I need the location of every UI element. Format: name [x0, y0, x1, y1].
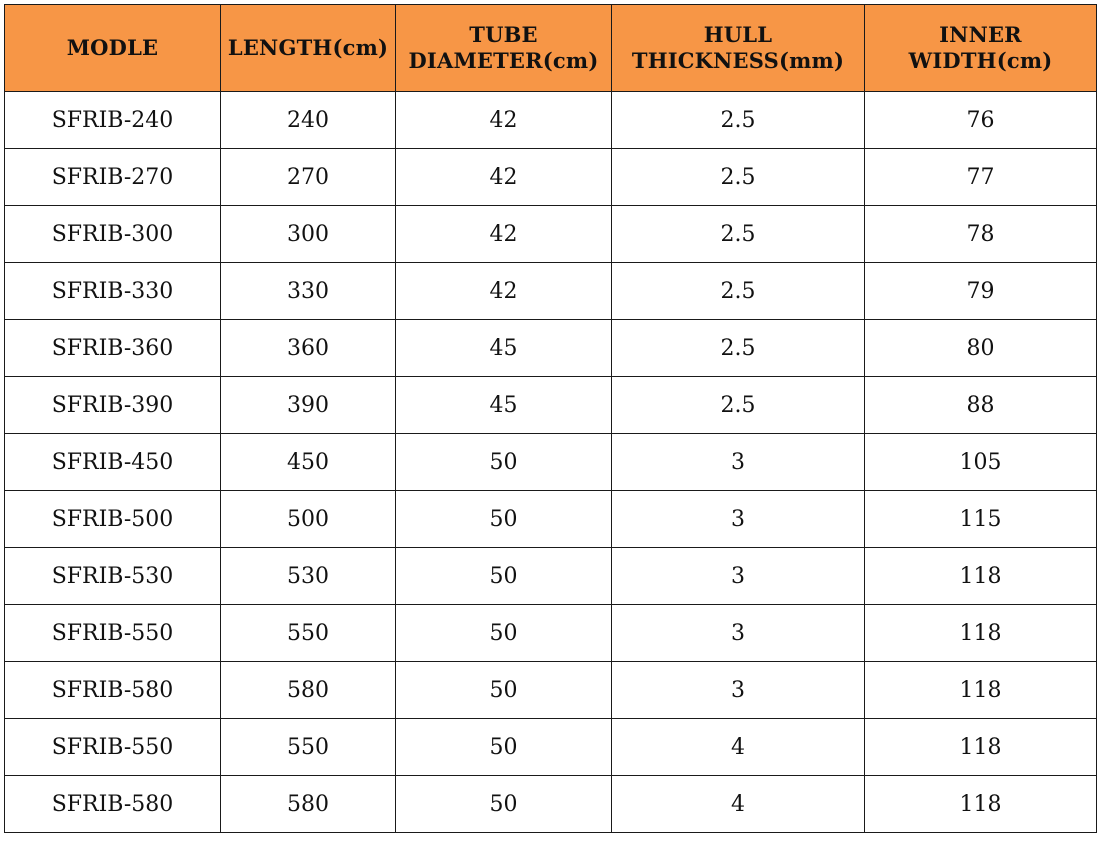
cell-tube-diameter: 50: [396, 776, 612, 833]
cell-inner-width: 78: [865, 206, 1097, 263]
cell-tube-diameter: 50: [396, 548, 612, 605]
cell-hull-thickness: 2.5: [612, 206, 865, 263]
header-label: DIAMETER(cm): [408, 48, 599, 73]
header-model: [5, 5, 221, 92]
cell-length: 580: [221, 776, 396, 833]
table-row: [5, 92, 1097, 149]
cell-model: SFRIB-360: [5, 320, 221, 377]
cell-inner-width: 80: [865, 320, 1097, 377]
cell-hull-thickness: 3: [612, 548, 865, 605]
header-row: [5, 5, 1097, 92]
cell-length: 450: [221, 434, 396, 491]
cell-hull-thickness: 3: [612, 491, 865, 548]
cell-tube-diameter: 42: [396, 149, 612, 206]
header-hull-thickness: [612, 5, 865, 92]
cell-length: 270: [221, 149, 396, 206]
table-row: [5, 263, 1097, 320]
cell-model: SFRIB-450: [5, 434, 221, 491]
cell-inner-width: 118: [865, 719, 1097, 776]
cell-tube-diameter: 42: [396, 206, 612, 263]
header-inner-width: [865, 5, 1097, 92]
table-body: [5, 92, 1097, 833]
header-tube-diameter: [396, 5, 612, 92]
cell-tube-diameter: 50: [396, 605, 612, 662]
cell-tube-diameter: 50: [396, 719, 612, 776]
cell-inner-width: 76: [865, 92, 1097, 149]
table-row: [5, 320, 1097, 377]
cell-tube-diameter: 42: [396, 263, 612, 320]
cell-inner-width: 118: [865, 776, 1097, 833]
cell-tube-diameter: 45: [396, 320, 612, 377]
cell-inner-width: 115: [865, 491, 1097, 548]
cell-hull-thickness: 2.5: [612, 320, 865, 377]
table-row: [5, 548, 1097, 605]
cell-model: SFRIB-550: [5, 719, 221, 776]
cell-inner-width: 105: [865, 434, 1097, 491]
header-label: HULL: [703, 22, 773, 47]
cell-tube-diameter: 42: [396, 92, 612, 149]
cell-length: 550: [221, 719, 396, 776]
cell-inner-width: 88: [865, 377, 1097, 434]
cell-inner-width: 118: [865, 548, 1097, 605]
cell-tube-diameter: 50: [396, 434, 612, 491]
cell-hull-thickness: 3: [612, 605, 865, 662]
cell-model: SFRIB-500: [5, 491, 221, 548]
cell-model: SFRIB-270: [5, 149, 221, 206]
cell-inner-width: 77: [865, 149, 1097, 206]
table-row: [5, 719, 1097, 776]
cell-model: SFRIB-530: [5, 548, 221, 605]
cell-length: 330: [221, 263, 396, 320]
cell-length: 300: [221, 206, 396, 263]
cell-hull-thickness: 4: [612, 776, 865, 833]
header-label: MODLE: [66, 35, 159, 60]
table-row: [5, 605, 1097, 662]
table-header: [5, 5, 1097, 92]
header-label: TUBE: [469, 22, 538, 47]
cell-tube-diameter: 50: [396, 662, 612, 719]
cell-model: SFRIB-390: [5, 377, 221, 434]
cell-model: SFRIB-550: [5, 605, 221, 662]
header-label: INNER: [939, 22, 1022, 47]
header-label: THICKNESS(mm): [631, 48, 845, 73]
cell-hull-thickness: 3: [612, 662, 865, 719]
cell-tube-diameter: 45: [396, 377, 612, 434]
cell-hull-thickness: 3: [612, 434, 865, 491]
header-length: [221, 5, 396, 92]
cell-inner-width: 118: [865, 662, 1097, 719]
cell-hull-thickness: 4: [612, 719, 865, 776]
table-row: [5, 662, 1097, 719]
cell-hull-thickness: 2.5: [612, 92, 865, 149]
cell-model: SFRIB-580: [5, 662, 221, 719]
cell-inner-width: 79: [865, 263, 1097, 320]
cell-inner-width: 118: [865, 605, 1097, 662]
cell-length: 390: [221, 377, 396, 434]
cell-length: 530: [221, 548, 396, 605]
header-label: LENGTH(cm): [227, 35, 389, 60]
table-row: [5, 149, 1097, 206]
cell-hull-thickness: 2.5: [612, 263, 865, 320]
cell-tube-diameter: 50: [396, 491, 612, 548]
table-row: [5, 377, 1097, 434]
cell-length: 550: [221, 605, 396, 662]
cell-length: 240: [221, 92, 396, 149]
cell-length: 500: [221, 491, 396, 548]
cell-hull-thickness: 2.5: [612, 377, 865, 434]
cell-length: 360: [221, 320, 396, 377]
cell-length: 580: [221, 662, 396, 719]
cell-model: SFRIB-580: [5, 776, 221, 833]
cell-model: SFRIB-330: [5, 263, 221, 320]
cell-model: SFRIB-240: [5, 92, 221, 149]
cell-hull-thickness: 2.5: [612, 149, 865, 206]
header-label: WIDTH(cm): [908, 48, 1053, 73]
table-row: [5, 491, 1097, 548]
cell-model: SFRIB-300: [5, 206, 221, 263]
spec-table: [4, 4, 1097, 833]
table-row: [5, 776, 1097, 833]
table-row: [5, 206, 1097, 263]
table-row: [5, 434, 1097, 491]
